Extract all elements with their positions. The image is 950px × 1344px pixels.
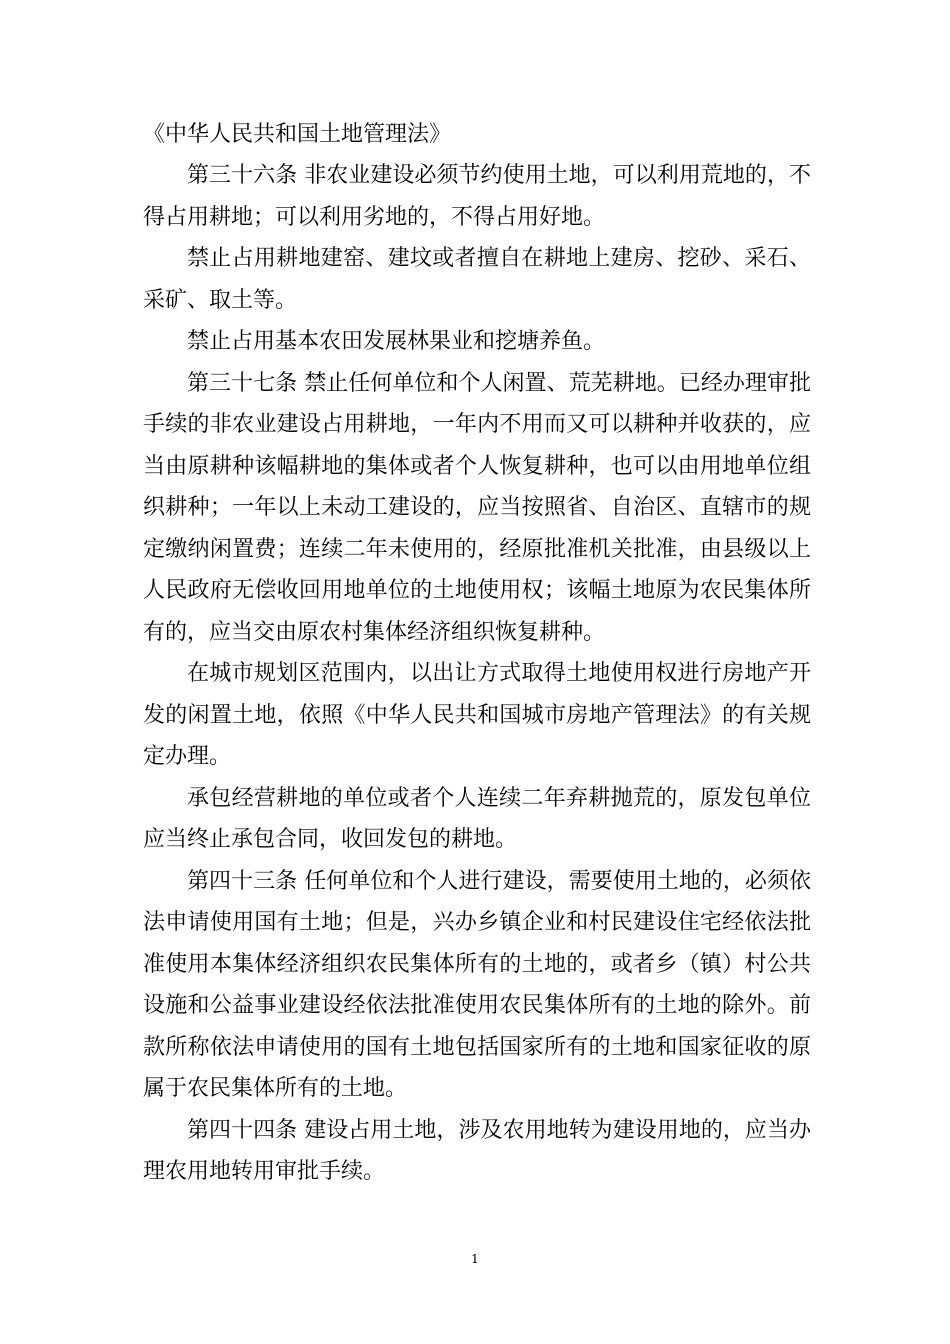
paragraph-prohibit-orchards: 禁止占用基本农田发展林果业和挖塘养鱼。 [187,329,606,354]
paragraph-article-37: 第三十七条 禁止任何单位和个人闲置、荒芜耕地。已经办理审批手续的非农业建设占用耕地，一年内不用而又可以耕种并收获的，应当由原耕种该幅耕地的集体或者个人恢复耕种，也可以由用地单位组织耕种；一年以上未动工建设的，应当按照省、自治区、直辖市的规定缴纳闲置费；连续二年未使用的，经原批准机关批准，由县级以上人民政府无偿收回用地单位的土地使用权；该幅土地原为农民集体所有的，应当交由原农村集体经济组织恢复耕种。 [143,370,811,645]
paragraph-article-36: 第三十六条 非农业建设必须节约使用土地，可以利用荒地的，不得占用耕地；可以利用劣地的，不得占用好地。 [143,163,811,230]
page-number: 1 [471,1252,479,1266]
paragraph-urban-idle-land: 在城市规划区范围内，以出让方式取得土地使用权进行房地产开发的闲置土地，依照《中华人民共和国城市房地产管理法》的有关规定办理。 [143,661,811,769]
paragraph-contract-termination: 承包经营耕地的单位或者个人连续二年弃耕抛荒的，原发包单位应当终止承包合同，收回发包的耕地。 [143,785,811,852]
document-body [143,114,811,1193]
paragraph-prohibit-kilns: 禁止占用耕地建窑、建坟或者擅自在耕地上建房、挖砂、采石、采矿、取土等。 [143,246,811,313]
paragraph-article-44: 第四十四条 建设占用土地，涉及农用地转为建设用地的，应当办理农用地转用审批手续。 [143,1117,811,1184]
paragraph-article-43: 第四十三条 任何单位和个人进行建设，需要使用土地的，必须依法申请使用国有土地；但是，兴办乡镇企业和村民建设住宅经依法批准使用本集体经济组织农民集体所有的土地的，或者乡（镇）村公共设施和公益事业建设经依法批准使用农民集体所有的土地的除外。前款所称依法申请使用的国有土地包括国家所有的土地和国家征收的原属于农民集体所有的土地。 [143,868,811,1101]
document-title: 《中华人民共和国土地管理法》 [143,122,452,147]
